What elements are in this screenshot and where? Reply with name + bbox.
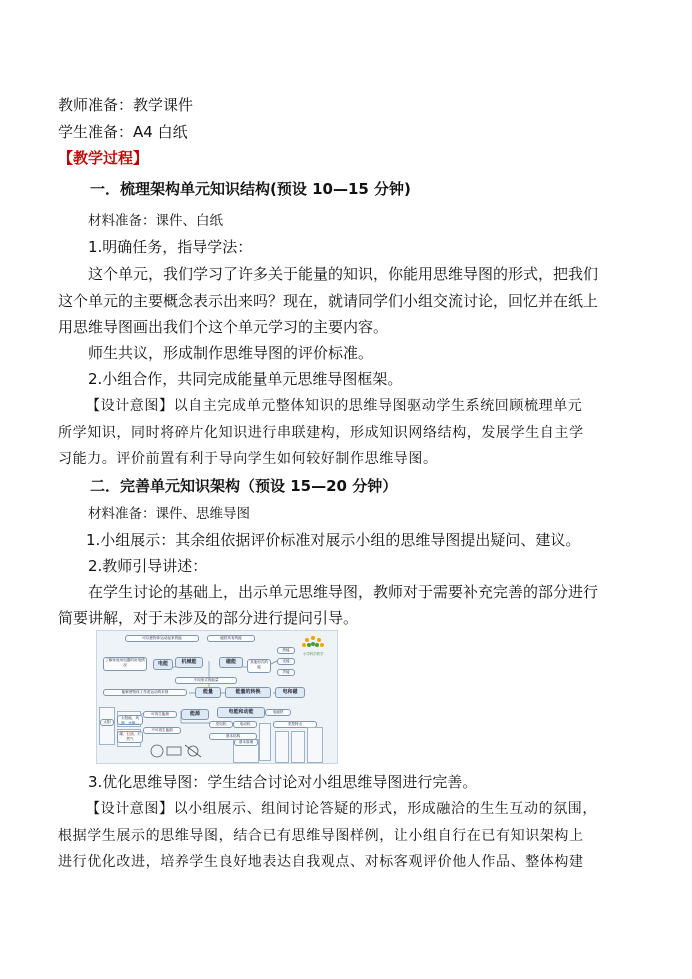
section2-para1-line2: 简要讲解，对于未涉及的部分进行提问引导。 <box>58 609 359 627</box>
mm-node-2: 磁铁具有的能 <box>207 635 255 642</box>
section1-para1-line2: 这个单元的主要概念表示出来吗？现在，就请同学们小组交流讨论，回忆并在纸上 <box>58 292 599 310</box>
mm-node-10: 了解家庭用电器的用电情况 <box>103 657 147 671</box>
mm-node-1: 可以使物体运动起来的能 <box>125 635 199 642</box>
mm-node-6: 其他形式的能 <box>247 659 271 673</box>
section2-design-line1: 【设计意图】以小组展示、组间讨论答疑的形式，形成融洽的生生互动的氛围， <box>86 801 597 817</box>
section2-para1-line1: 在学生讨论的基础上，出示单元思维导图，教师对于需要补充完善的部分进行 <box>88 583 599 601</box>
section1-design-line1: 【设计意图】以自主完成单元整体知识的思维导图驱动学生系统回顾梳理单元 <box>86 398 583 414</box>
section1-para2: 师生共议，形成制作思维导图的评价标准。 <box>88 344 374 362</box>
section1-design-line3: 习能力。评价前置有利于导向学生如何较好制作思维导图。 <box>58 451 438 467</box>
section1-step2: 2.小组合作，共同完成能量单元思维导图框架。 <box>88 370 403 388</box>
section1-para1-line1: 这个单元，我们学习了许多关于能量的知识，你能用思维导图的形式，把我们 <box>88 265 599 283</box>
section1-design-line2: 所学知识，同时将碎片化知识进行串联建构，形成知识网络结构，发展学生自主学 <box>58 425 584 441</box>
mm-node-27: 煤、石油、天然气 <box>117 731 143 743</box>
mm-node-14: 能量的转换 <box>225 687 271 698</box>
mm-node-18: 电磁铁 <box>265 709 291 716</box>
section2-materials: 材料准备：课件、思维导图 <box>88 506 250 522</box>
mm-node-25: 基本原理 <box>234 739 258 746</box>
mm-node-19: 能源 <box>181 709 209 720</box>
mm-node-23: 电动机 <box>233 721 257 728</box>
mm-node-5: 磁能 <box>219 657 243 668</box>
mm-node-7: 热能 <box>277 647 295 654</box>
mm-node-24: 基本结构 <box>209 733 257 740</box>
logo-text: 小学科学教学 <box>303 652 324 656</box>
teacher-prep: 教师准备：教学课件 <box>58 96 194 114</box>
process-heading: 【教学过程】 <box>58 149 149 167</box>
mm-node-15: 电和磁 <box>275 687 305 698</box>
mm-node-17: 电能和动能 <box>217 707 265 718</box>
mm-node-9: 声能 <box>277 669 295 676</box>
section1-materials: 材料准备：课件、白纸 <box>88 213 223 229</box>
section2-step3: 3.优化思维导图：学生结合讨论对小组思维导图进行完善。 <box>88 773 478 791</box>
mm-node-12: 能够使物体工作或运动的本领 <box>103 689 187 696</box>
section1-para1-line3: 用思维导图画出我们个这个单元学习的主要内容。 <box>58 318 389 336</box>
section2-design-line3: 进行优化改进，培养学生良好地表达自我观点、对标客观评价他人作品、整体构建 <box>58 854 584 870</box>
mm-node-11: 不同形式的能量 <box>175 677 237 684</box>
mm-node-22: 发电机 <box>209 721 233 728</box>
mm-node-20: 不可再生能源 <box>143 727 181 734</box>
section1-heading: 一．梳理架构单元知识结构(预设 10—15 分钟) <box>90 180 411 198</box>
student-prep: 学生准备：A4 白纸 <box>58 123 188 141</box>
section1-step1: 1.明确任务，指导学法： <box>88 238 253 256</box>
mm-node-3: 电能 <box>153 659 173 670</box>
mind-map-figure <box>96 630 338 764</box>
mm-node-16: 太阳 <box>100 719 114 726</box>
mm-node-8: 光能 <box>277 658 295 665</box>
section2-design-line2: 根据学生展示的思维导图，结合已有思维导图样例，让小组自行在已有知识架构上 <box>58 828 584 844</box>
mm-node-4: 机械能 <box>175 657 203 668</box>
section2-step1: 1.小组展示：其余组依据评价标准对展示小组的思维导图提出疑问、建议。 <box>86 531 581 549</box>
mm-node-26: 类型特点 <box>273 721 317 728</box>
section2-step2: 2.教师引导讲述： <box>88 557 208 575</box>
mm-node-13: 能量 <box>195 687 221 698</box>
mm-node-21: 可再生能源 <box>143 711 177 718</box>
mm-node-28: 太阳能、风能、水能... <box>117 715 143 725</box>
section2-heading: 二．完善单元知识架构（预设 15—20 分钟） <box>90 477 398 495</box>
